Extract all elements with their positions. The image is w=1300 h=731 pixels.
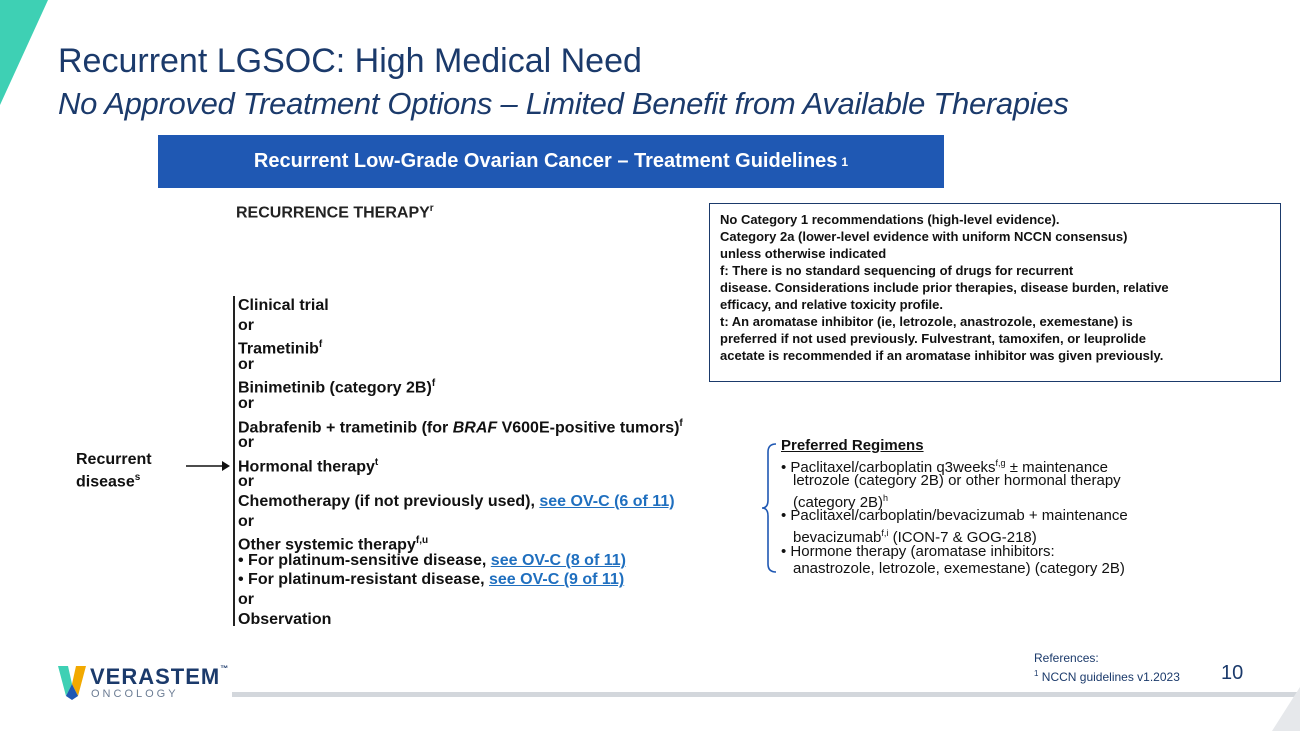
option-binimetinib: Binimetinib (category 2B)$^f$ xyxy=(238,378,436,397)
note-line: disease. Considerations include prior therapies, disease burden, relative xyxy=(720,280,1169,295)
preferred-heading: Preferred Regimens xyxy=(781,437,924,454)
right-arrow-icon xyxy=(186,460,230,472)
preferred-bracket-icon xyxy=(760,442,778,574)
reference-1: $^1$ NCCN guidelines v1.2023 xyxy=(1034,669,1180,684)
slide-subtitle: No Approved Treatment Options – Limited Benefit from Available Therapies xyxy=(58,86,1069,121)
evidence-note-box xyxy=(709,203,1281,382)
guidelines-banner xyxy=(158,135,944,188)
accent-triangle xyxy=(0,0,48,105)
link-ov-c-9[interactable]: see OV-C (9 of 11) xyxy=(489,571,625,589)
recurrent-label-line1: Recurrent xyxy=(76,451,152,468)
option-or: or xyxy=(238,590,254,608)
note-line: No Category 1 recommendations (high-level evidence). xyxy=(720,212,1060,227)
option-or: or xyxy=(238,434,254,452)
option-or: or xyxy=(238,473,254,491)
option-observation: Observation xyxy=(238,610,332,628)
option-platinum-resistant: • For platinum-resistant disease, see OV-C (9 of 11) xyxy=(238,571,625,589)
recurrence-therapy-title xyxy=(236,203,434,222)
logo-wordmark: VERASTEM™ xyxy=(90,664,230,689)
regimen-2-line2: bevacizumab$^{f,i}$ (ICON-7 & GOG-218) xyxy=(793,527,1037,546)
references-heading: References: xyxy=(1034,651,1099,665)
regimen-3-line1: • Hormone therapy (aromatase inhibitors: xyxy=(781,542,1055,560)
regimen-1-line3: (category 2B)$^h$ xyxy=(793,492,889,511)
option-clinical-trial: Clinical trial xyxy=(238,297,329,314)
note-line: acetate is recommended if an aromatase inhibitor was given previously. xyxy=(720,348,1164,363)
options-bracket xyxy=(233,296,235,626)
option-chemotherapy: Chemotherapy (if not previously used), see OV-C (6 of 11) xyxy=(238,492,675,510)
corner-triangle xyxy=(1272,687,1300,731)
recurrent-label-line2: disease xyxy=(76,473,135,491)
recurrent-disease-label xyxy=(76,451,152,491)
option-or: or xyxy=(238,512,254,530)
section-title-text: RECURRENCE THERAPY xyxy=(236,204,430,222)
recurrent-label-sup: s xyxy=(134,472,141,483)
option-or: or xyxy=(238,394,254,412)
option-or: or xyxy=(238,316,254,334)
option-dabrafenib: Dabrafenib + trametinib (for BRAF V600E-positive tumors)$^f$ xyxy=(238,417,683,436)
regimen-1-line2: letrozole (category 2B) or other hormonal therapy xyxy=(793,472,1121,490)
option-other-systemic: Other systemic therapy$^{f,u}$ xyxy=(238,535,429,554)
regimen-2-line1: • Paclitaxel/carboplatin/bevacizumab + maintenance xyxy=(781,507,1128,525)
slide-title: Recurrent LGSOC: High Medical Need xyxy=(58,42,642,80)
note-line: Category 2a (lower-level evidence with uniform NCCN consensus) xyxy=(720,229,1128,244)
references xyxy=(1034,650,1180,685)
banner-footnote: 1 xyxy=(841,154,849,169)
option-hormonal: Hormonal therapy$^t$ xyxy=(238,456,379,476)
preferred-regimens xyxy=(781,437,1128,578)
regimen-1-line1: • Paclitaxel/carboplatin q3weeks$^{f,g}$ ± maintenance xyxy=(781,457,1109,476)
verastem-logo-icon xyxy=(56,662,88,700)
footer-rule xyxy=(232,692,1300,697)
option-or: or xyxy=(238,355,254,373)
note-line: f: There is no standard sequencing of drugs for recurrent xyxy=(720,263,1074,278)
note-line: t: An aromatase inhibitor (ie, letrozole, anastrozole, exemestane) is xyxy=(720,314,1133,329)
link-ov-c-8[interactable]: see OV-C (8 of 11) xyxy=(490,551,626,569)
link-ov-c-6[interactable]: see OV-C (6 of 11) xyxy=(539,492,675,510)
section-title-sup: r xyxy=(429,203,434,214)
note-line: efficacy, and relative toxicity profile. xyxy=(720,297,944,312)
treatment-options-list xyxy=(238,296,683,629)
option-platinum-sensitive: • For platinum-sensitive disease, see OV-C (8 of 11) xyxy=(238,551,626,569)
note-line: preferred if not used previously. Fulvestrant, tamoxifen, or leuprolide xyxy=(720,331,1146,346)
logo-subtitle: ONCOLOGY xyxy=(91,688,179,700)
note-line: unless otherwise indicated xyxy=(720,246,887,261)
page-number: 10 xyxy=(1221,662,1244,684)
banner-text: Recurrent Low-Grade Ovarian Cancer – Treatment Guidelines xyxy=(253,150,838,172)
regimen-3-line2: anastrozole, letrozole, exemestane) (category 2B) xyxy=(793,560,1125,578)
option-trametinib: Trametinib$^f$ xyxy=(238,339,323,358)
